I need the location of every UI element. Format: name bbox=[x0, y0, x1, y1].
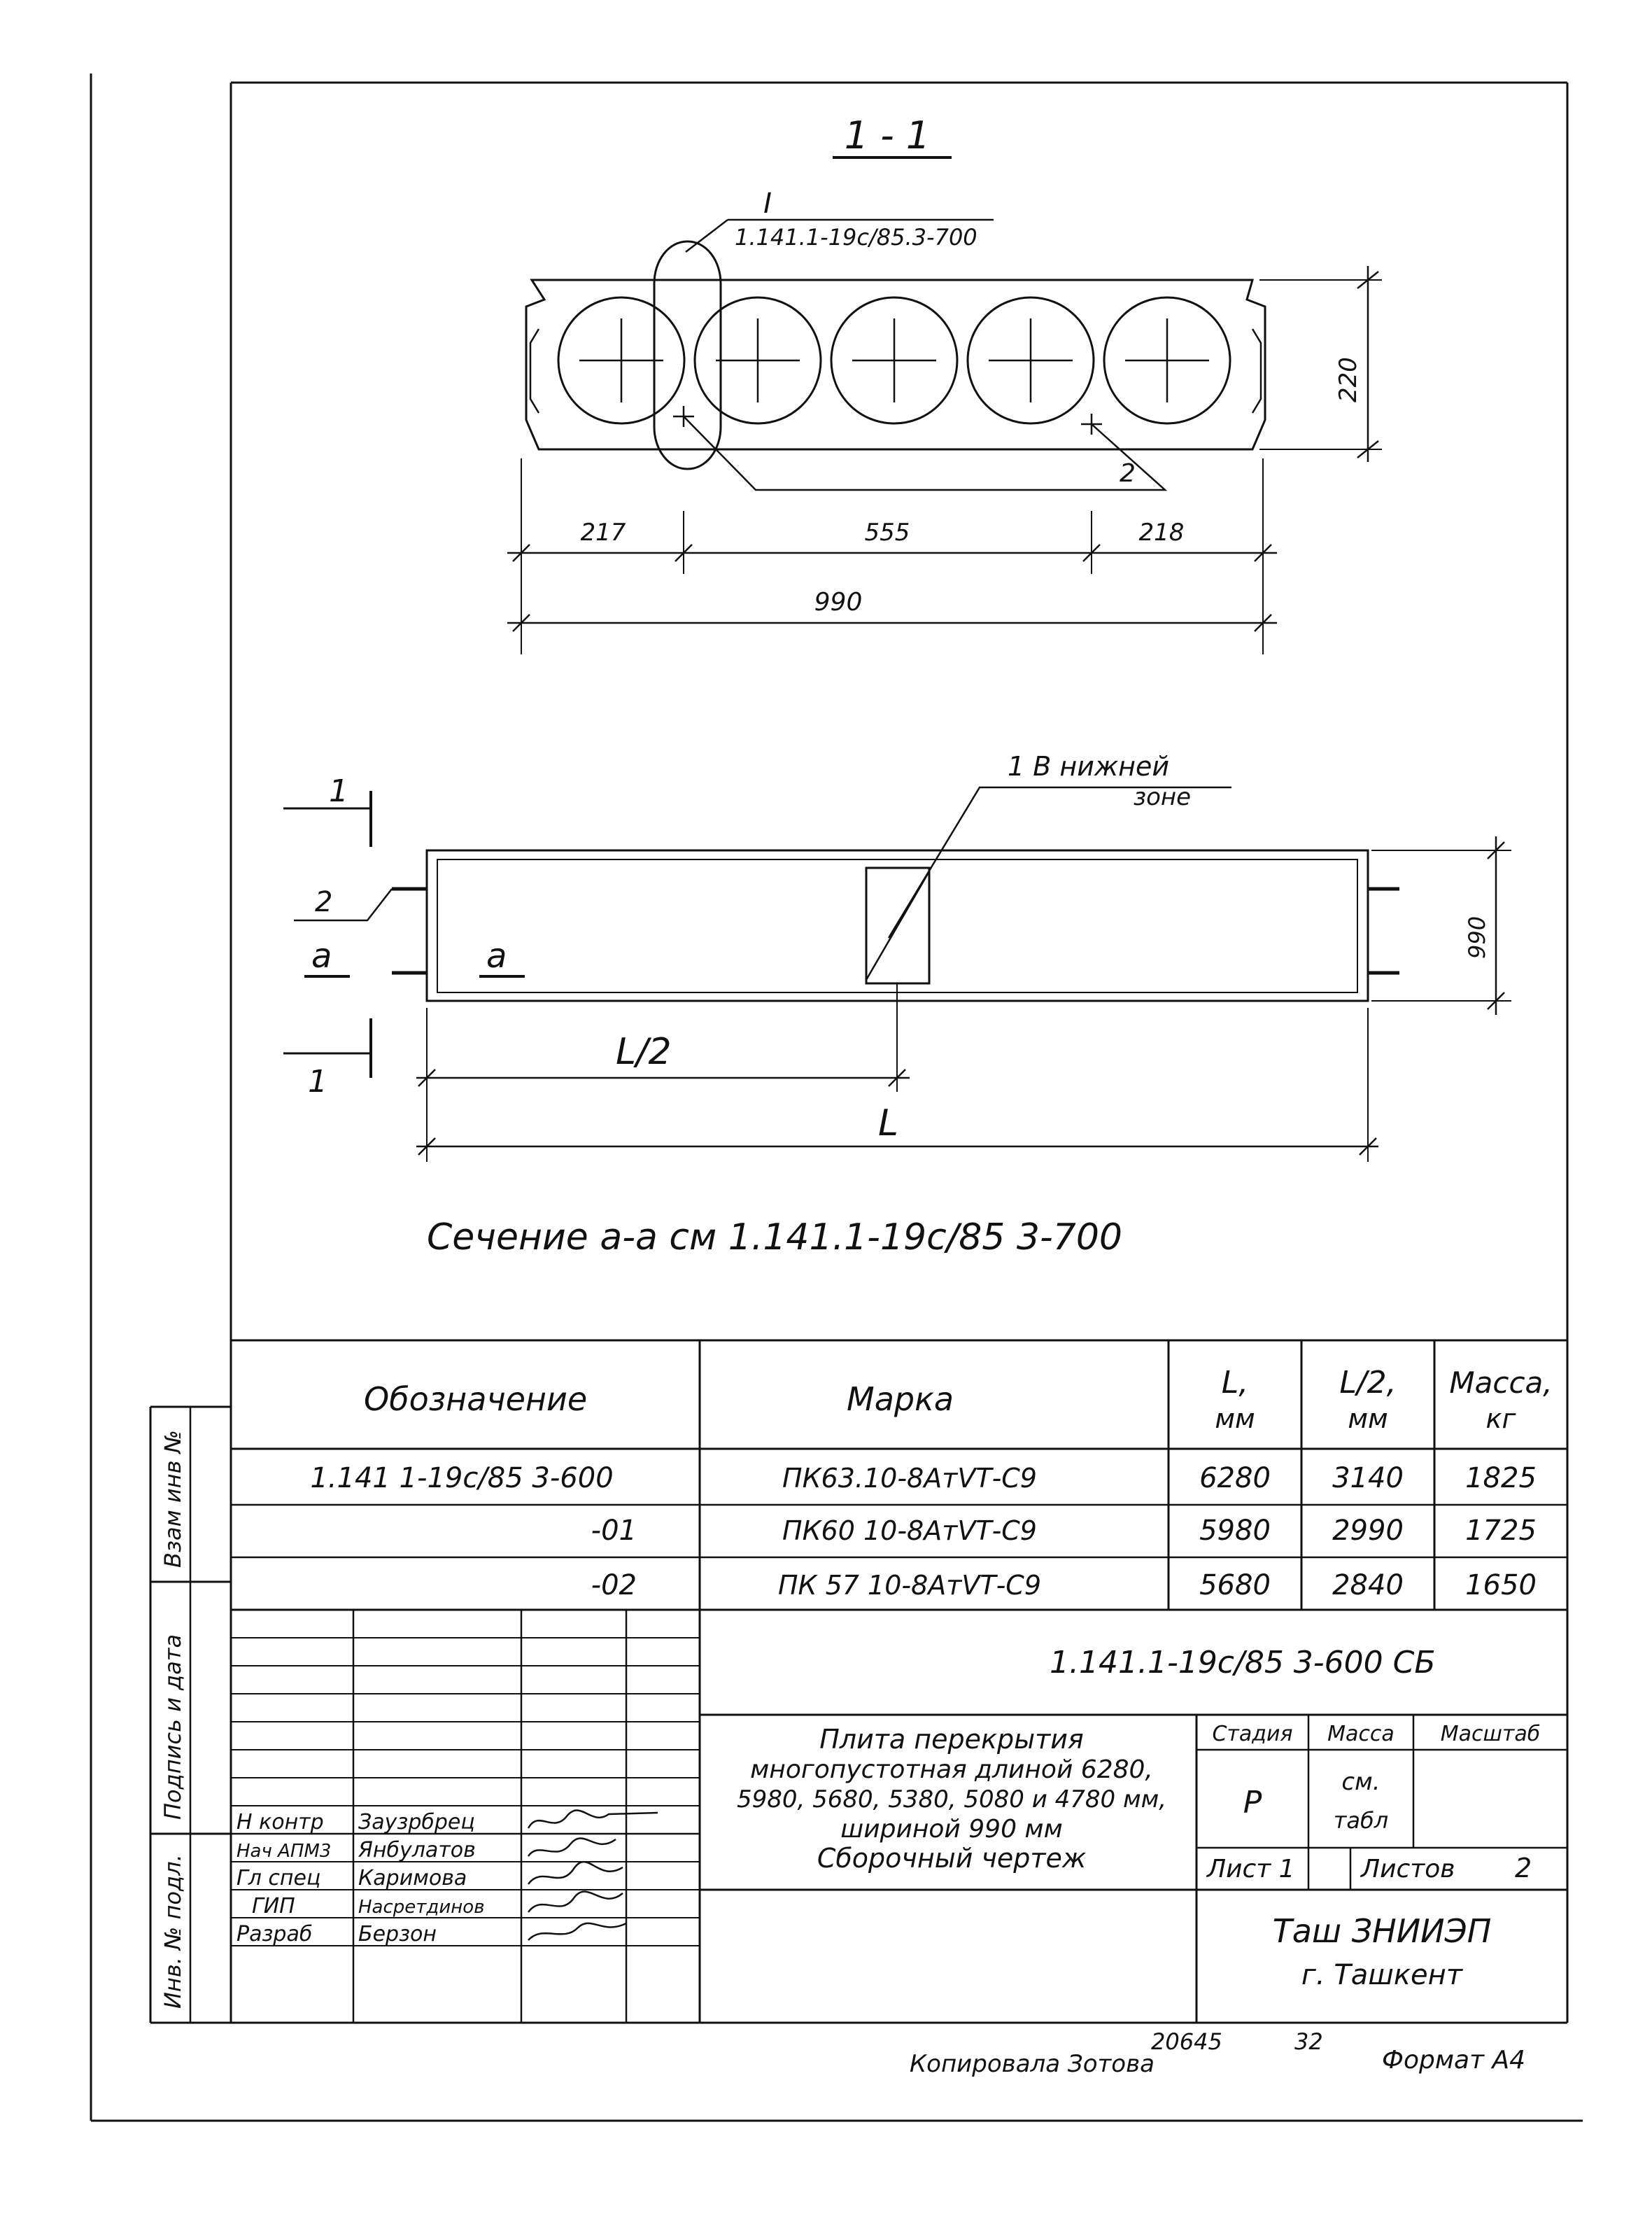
footer bbox=[910, 2028, 1525, 2078]
mass-label: Масса bbox=[1327, 1722, 1395, 1746]
title-name-line: 5980, 5680, 5380, 5080 и 4780 мм, bbox=[736, 1785, 1167, 1813]
note-line-2: зоне bbox=[1134, 783, 1192, 811]
handwritten-signatures bbox=[528, 1811, 658, 1940]
signature-row bbox=[236, 1866, 467, 1890]
section-1-1-view bbox=[507, 113, 1382, 654]
header-mass: Масса, bbox=[1449, 1366, 1553, 1400]
sheets-label: Листов bbox=[1361, 1855, 1455, 1883]
signature-name: Берзон bbox=[358, 1922, 437, 1946]
document-code: 1.141.1-19с/85 3-600 СБ bbox=[1050, 1645, 1436, 1680]
signature-name: Насретдинов bbox=[358, 1897, 485, 1918]
section-mark-bottom: 1 bbox=[308, 1064, 327, 1100]
row-mass: 1725 bbox=[1465, 1515, 1537, 1547]
header-designation: Обозначение bbox=[364, 1380, 588, 1418]
row-half: 3140 bbox=[1332, 1462, 1404, 1494]
section-mark-top: 1 bbox=[329, 773, 348, 809]
section-1-1-title: 1 - 1 bbox=[844, 113, 931, 157]
section-a-a-note: Сечение а-а см 1.141.1-19с/85 3-700 bbox=[427, 1216, 1123, 1258]
row-half: 2990 bbox=[1332, 1515, 1404, 1547]
stage-label: Стадия bbox=[1212, 1722, 1293, 1746]
row-mass: 1650 bbox=[1465, 1569, 1537, 1601]
dim-220: 220 bbox=[1334, 357, 1362, 402]
organization-city: г. Ташкент bbox=[1301, 1959, 1463, 1991]
header-length-unit: мм bbox=[1215, 1403, 1255, 1434]
dim-full-length: L bbox=[878, 1102, 898, 1144]
row-designation: 1.141 1-19с/85 3-600 bbox=[310, 1462, 614, 1494]
signature-row bbox=[236, 1922, 437, 1946]
dim-218: 218 bbox=[1138, 519, 1185, 547]
table-row bbox=[310, 1462, 1537, 1494]
title-name-line: многопустотная длиной 6280, bbox=[750, 1755, 1153, 1784]
title-name-line: Плита перекрытия bbox=[819, 1724, 1084, 1755]
stamp-inv-replace: Взам инв № bbox=[160, 1430, 186, 1568]
stamp-inv-orig: Инв. № подл. bbox=[160, 1854, 186, 2009]
table-row bbox=[591, 1569, 1537, 1601]
row-length: 6280 bbox=[1199, 1462, 1271, 1494]
sheets-value: 2 bbox=[1515, 1853, 1532, 1883]
stamp-sign-date: Подпись и дата bbox=[160, 1634, 186, 1820]
mass-value-2: табл bbox=[1333, 1807, 1389, 1834]
note-line-1: 1 В нижней bbox=[1008, 751, 1170, 782]
footer-number: 20645 bbox=[1151, 2028, 1222, 2055]
stage-value: Р bbox=[1243, 1785, 1262, 1820]
organization-name: Таш ЗНИИЭП bbox=[1272, 1912, 1492, 1950]
row-length: 5980 bbox=[1199, 1515, 1271, 1547]
row-half: 2840 bbox=[1332, 1569, 1404, 1601]
row-mark: ПК63.10-8АтⅤТ-С9 bbox=[782, 1463, 1037, 1494]
slab-voids bbox=[558, 297, 1230, 423]
row-mark: ПК 57 10-8АтⅤТ-С9 bbox=[777, 1570, 1042, 1601]
plan-dim-990: 990 bbox=[1464, 915, 1490, 959]
footer-sheet: 32 bbox=[1294, 2028, 1323, 2055]
position-2-label: 2 bbox=[1120, 459, 1136, 488]
row-designation: -02 bbox=[591, 1569, 637, 1601]
side-stamp bbox=[150, 1407, 231, 2023]
signature-row bbox=[236, 1838, 476, 1862]
dim-990: 990 bbox=[814, 588, 863, 617]
mass-value-1: см. bbox=[1341, 1768, 1381, 1796]
dim-217: 217 bbox=[580, 519, 626, 547]
cut-label-left: а bbox=[311, 936, 332, 976]
header-mark: Марка bbox=[847, 1380, 954, 1418]
signature-name: Каримова bbox=[358, 1866, 467, 1890]
footer-copied: Копировала Зотова bbox=[910, 2050, 1155, 2078]
dim-half-length: L/2 bbox=[616, 1031, 672, 1073]
signature-name: Янбулатов bbox=[358, 1838, 476, 1862]
signature-role: Разраб bbox=[236, 1922, 313, 1946]
signature-role: Н контр bbox=[236, 1810, 324, 1834]
callout-number: I bbox=[763, 188, 772, 220]
plan-position-2: 2 bbox=[315, 886, 333, 918]
plan-view bbox=[283, 751, 1511, 1162]
row-designation: -01 bbox=[591, 1515, 637, 1547]
dim-555: 555 bbox=[864, 519, 910, 547]
row-mass: 1825 bbox=[1465, 1462, 1537, 1494]
signature-row bbox=[236, 1810, 475, 1834]
cut-label-inner: а bbox=[486, 936, 507, 976]
scale-label: Масштаб bbox=[1440, 1722, 1541, 1746]
sheet-label: Лист 1 bbox=[1207, 1855, 1295, 1883]
header-mass-unit: кг bbox=[1485, 1403, 1516, 1434]
row-length: 5680 bbox=[1199, 1569, 1271, 1601]
title-name-line: Сборочный чертеж bbox=[817, 1843, 1087, 1874]
signature-name: Заузрбрец bbox=[358, 1810, 475, 1834]
title-name-line: шириной 990 мм bbox=[840, 1815, 1063, 1844]
callout-reference: 1.141.1-19с/85.3-700 bbox=[735, 224, 977, 251]
signature-role: ГИП bbox=[252, 1894, 295, 1918]
row-mark: ПК60 10-8АтⅤТ-С9 bbox=[782, 1515, 1037, 1546]
header-length: L, bbox=[1221, 1365, 1249, 1401]
table-row bbox=[591, 1515, 1537, 1547]
dimension-height bbox=[1259, 266, 1382, 462]
detail-oval bbox=[654, 241, 721, 469]
title-block bbox=[231, 1610, 1567, 2023]
footer-format: Формат А4 bbox=[1382, 2046, 1526, 2075]
header-half: L/2, bbox=[1339, 1365, 1397, 1401]
signature-row bbox=[252, 1894, 485, 1918]
signature-role: Нач АПМ3 bbox=[236, 1841, 332, 1862]
header-half-unit: мм bbox=[1348, 1403, 1388, 1434]
signature-role: Гл спец bbox=[236, 1866, 321, 1890]
